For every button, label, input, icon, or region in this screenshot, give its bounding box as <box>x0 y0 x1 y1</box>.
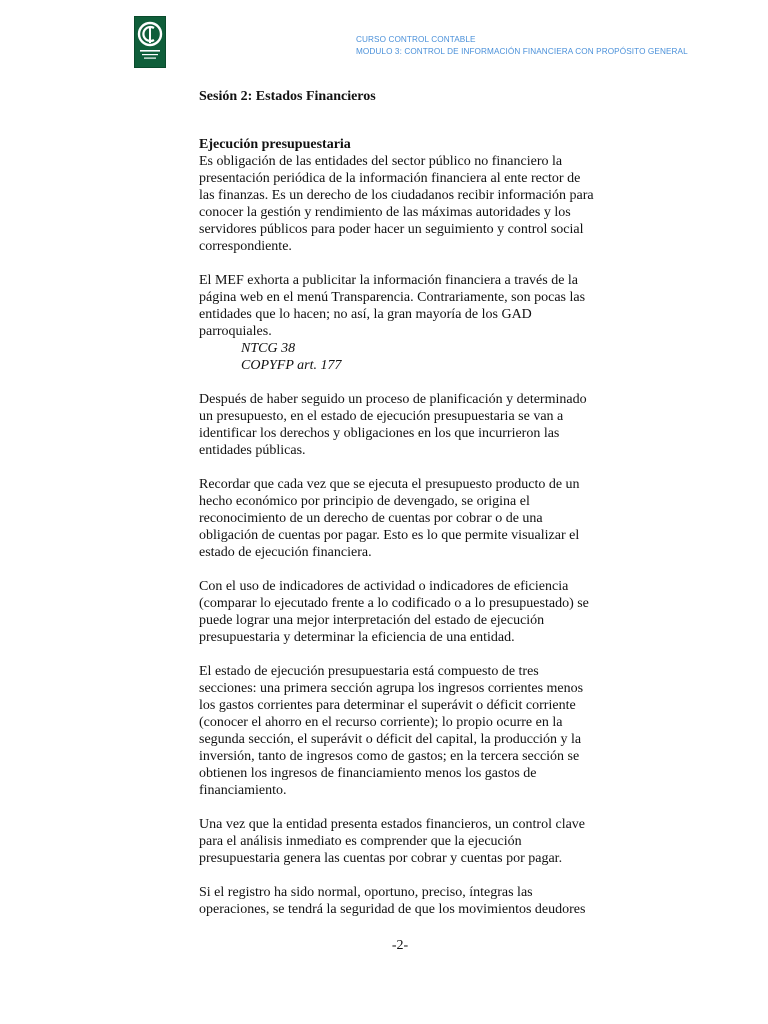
paragraph <box>199 816 609 867</box>
logo-emblem-icon <box>135 17 165 67</box>
contraloria-logo <box>134 16 166 68</box>
paragraph-line: correspondiente. <box>199 239 292 254</box>
paragraph <box>199 391 609 459</box>
paragraph-line: El MEF exhorta a publicitar la información financiera a través de la <box>199 273 579 288</box>
paragraph-line: financiamiento. <box>199 783 287 798</box>
paragraph-line: conocer la gestión y rendimiento de las máximas autoridades y los <box>199 205 571 220</box>
paragraph-line: (comparar lo ejecutado frente a lo codificado o a lo presupuestado) se <box>199 596 589 611</box>
paragraph-line: obligación de cuentas por pagar. Esto es lo que permite visualizar el <box>199 528 580 543</box>
paragraph-line: presupuestaria genera las cuentas por cobrar y cuentas por pagar. <box>199 851 563 866</box>
reference-ntcg: NTCG 38 <box>241 341 296 356</box>
course-name: CURSO CONTROL CONTABLE <box>356 35 476 44</box>
reference-copyfp: COPYFP art. 177 <box>241 358 342 373</box>
section-heading: Ejecución presupuestaria <box>199 137 351 152</box>
paragraph-line: El estado de ejecución presupuestaria está compuesto de tres <box>199 664 539 679</box>
paragraph-line: Después de haber seguido un proceso de planificación y determinado <box>199 392 587 407</box>
paragraph-line: estado de ejecución financiera. <box>199 545 372 560</box>
document-header <box>356 34 688 58</box>
paragraph-line: obtienen los ingresos de financiamiento menos los gastos de <box>199 766 537 781</box>
paragraph-line: identificar los derechos y obligaciones en los que incurrieron las <box>199 426 560 441</box>
paragraph <box>199 663 609 799</box>
paragraph <box>199 884 609 918</box>
paragraph-line: Es obligación de las entidades del sector público no financiero la <box>199 154 563 169</box>
paragraph-line: (conocer el ahorro en el recurso corriente); lo propio ocurre en la <box>199 715 563 730</box>
paragraph <box>199 476 609 561</box>
session-title: Sesión 2: Estados Financieros <box>199 89 376 104</box>
paragraph-line: un presupuesto, en el estado de ejecución presupuestaria se van a <box>199 409 564 424</box>
paragraph-line: Recordar que cada vez que se ejecuta el presupuesto producto de un <box>199 477 580 492</box>
document-body <box>199 87 609 918</box>
paragraph-line: secciones: una primera sección agrupa los ingresos corrientes menos <box>199 681 584 696</box>
page-number: -2- <box>391 938 409 953</box>
paragraph-line: presentación periódica de la información financiera al ente rector de <box>199 171 581 186</box>
paragraph-line: las finanzas. Es un derecho de los ciudadanos recibir información para <box>199 188 594 203</box>
paragraph-line: entidades públicas. <box>199 443 306 458</box>
paragraph <box>199 578 609 646</box>
paragraph-line: parroquiales. <box>199 324 272 339</box>
paragraph-line: reconocimiento de un derecho de cuentas por cobrar o de una <box>199 511 543 526</box>
paragraph-line: servidores públicos para poder hacer un seguimiento y control social <box>199 222 584 237</box>
paragraph-line: inversión, tanto de ingresos como de gastos; en la tercera sección se <box>199 749 580 764</box>
paragraph-line: Si el registro ha sido normal, oportuno, preciso, íntegras las <box>199 885 533 900</box>
paragraph-line: presupuestaria y determinar la eficiencia de una entidad. <box>199 630 515 645</box>
module-name: MODULO 3: CONTROL DE INFORMACIÓN FINANCIERA CON PROPÓSITO GENERAL <box>356 47 688 56</box>
paragraph-line: operaciones, se tendrá la seguridad de que los movimientos deudores <box>199 902 586 917</box>
paragraph-line: entidades que lo hacen; no así, la gran mayoría de los GAD <box>199 307 532 322</box>
paragraph-line: hecho económico por principio de devengado, se origina el <box>199 494 530 509</box>
paragraph-line: Una vez que la entidad presenta estados financieros, un control clave <box>199 817 586 832</box>
paragraph-line: página web en el menú Transparencia. Contrariamente, son pocas las <box>199 290 586 305</box>
paragraph-line: puede lograr una mejor interpretación del estado de ejecución <box>199 613 545 628</box>
paragraph-line: segunda sección, el superávit o déficit del capital, la producción y la <box>199 732 582 747</box>
paragraph-line: los gastos corrientes para determinar el superávit o déficit corriente <box>199 698 576 713</box>
paragraph-line: para el análisis inmediato es comprender que la ejecución <box>199 834 522 849</box>
paragraph <box>199 153 609 255</box>
paragraph <box>199 272 609 340</box>
paragraph-line: Con el uso de indicadores de actividad o indicadores de eficiencia <box>199 579 569 594</box>
